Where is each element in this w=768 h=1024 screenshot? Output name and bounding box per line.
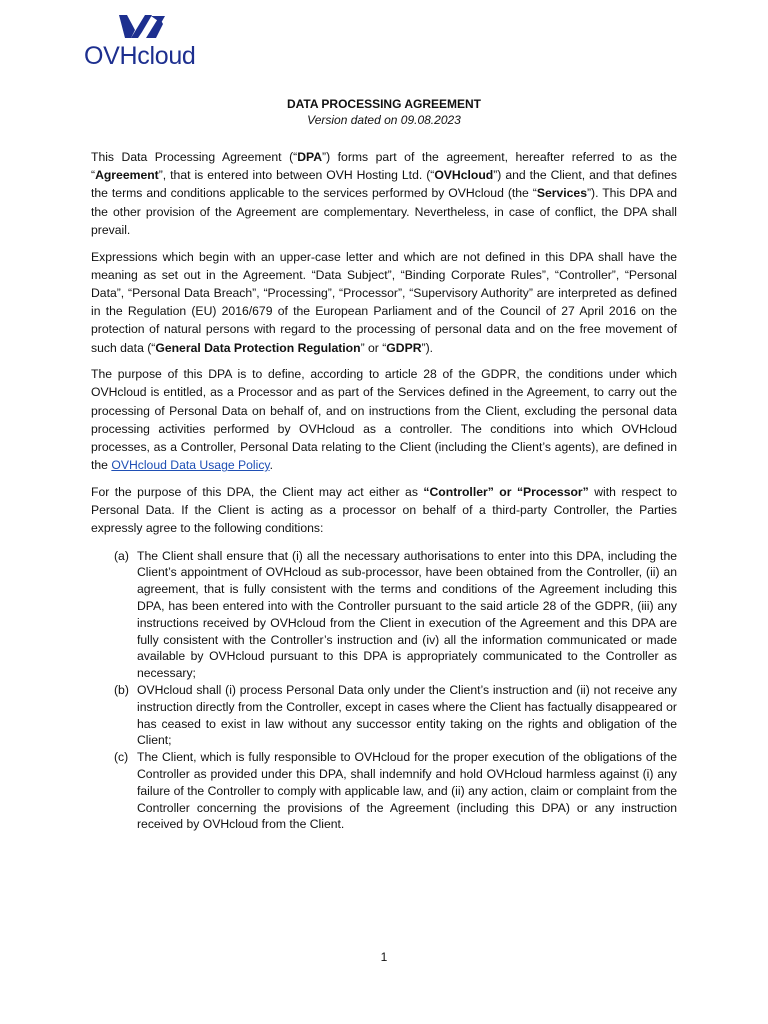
- text-run: ”).: [421, 340, 434, 355]
- text-run: ”) and the Client, and that defines the terms and conditions applicable to the services performed by OVHcloud (the “: [91, 168, 677, 201]
- ovhcloud-logo: [84, 12, 210, 72]
- list-item: [91, 749, 677, 833]
- list-marker: (c): [114, 750, 129, 765]
- text-run: This Data Processing Agreement (“: [91, 150, 298, 164]
- text-run: ” or “: [360, 340, 387, 355]
- term-controller-processor: “Controller” or “Processor”: [423, 484, 589, 499]
- page-number: 1: [380, 950, 388, 964]
- list-item-text: The Client, which is fully responsible to OVHcloud for the proper execution of the obligations of the Controller as provided under this DPA, shall indemnify and hold OVHcloud harmless against (i) any failure of the Controller to comply with applicable law, and (ii) any action, claim or complaint from the Controller concerning the provisions of the Agreement (including this DPA) or any instruction received by OVHcloud from the Client.: [137, 750, 677, 832]
- text-run: ”) forms part of the agreement, hereafter referred to as the “: [91, 150, 677, 183]
- term-dpa: DPA: [297, 150, 323, 164]
- term-gdpr: GDPR: [386, 340, 422, 355]
- text-run: with respect to Personal Data. If the Client is acting as a processor on behalf of a third-party Controller, the Parties expressly agree to the following conditions:: [91, 484, 678, 536]
- text-run: The purpose of this DPA is to define, according to article 28 of the GDPR, the conditions under which OVHcloud is entitled, as a Processor and as part of the Services defined in the Agreement, to carry out the processing of Personal Data on behalf of, and on instructions from the Client, excluding the personal data processing activities performed by OVHcloud as a controller. The conditions into which OVHcloud processes, as a Controller, Personal Data relating to the Client (including the Client’s agents), are defined in the: [91, 367, 677, 473]
- text-run: For the purpose of this DPA, the Client may act either as: [91, 484, 424, 499]
- term-ovhcloud: OVHcloud: [434, 168, 494, 183]
- paragraph-roles: [91, 483, 677, 538]
- paragraph-intro: [91, 148, 677, 239]
- text-run: ”, that is entered into between OVH Hosting Ltd. (“: [158, 168, 435, 183]
- list-marker: (b): [114, 682, 129, 697]
- term-gdpr-full: General Data Protection Regulation: [155, 340, 361, 355]
- paragraph-definitions: [91, 248, 677, 357]
- term-services: Services: [536, 186, 587, 201]
- list-item: [91, 548, 677, 682]
- logo-brand-text: OVHcloud: [84, 42, 196, 70]
- document-title: DATA PROCESSING AGREEMENT: [286, 97, 481, 111]
- text-run: .: [269, 458, 274, 473]
- text-run: Expressions which begin with an upper-case letter and which are not defined in this DPA shall have the meaning as set out in the Agreement. “Data Subject”, “Binding Corporate Rules”, “Controller”, “Personal Data”, “Personal Data Breach”, “Processing”, “Processor”, “Supervisory Authority” are interpreted as defined in the Regulation (EU) 2016/679 of the European Parliament and of the Council of 27 April 2016 on the protection of natural persons with regard to the processing of personal data and on the free movement of such data (“: [91, 249, 677, 355]
- list-item: [91, 682, 677, 749]
- term-agreement: Agreement: [95, 168, 159, 183]
- ovhcloud-logo-icon: [119, 12, 169, 40]
- list-item-text: The Client shall ensure that (i) all the necessary authorisations to enter into this DPA, including the Client’s appointment of OVHcloud as sub-processor, have been obtained from the Controller, (ii) an agreement, that is fully consistent with the terms and conditions of the Agreement including this DPA, has been entered into with the Controller pursuant to the said article 28 of the GDPR, (iii) any instructions received by OVHcloud from the Client in execution of the Agreement and this DPA are fully consistent with the Controller’s instruction and (iv) all the information communicated or made available by OVHcloud pursuant to this DPA is appropriately communicated to the Controller as necessary;: [137, 548, 677, 681]
- list-marker: (a): [114, 548, 129, 563]
- text-run: ”). This DPA and the other provision of the Agreement are complementary. Nevertheless, in case of conflict, the DPA shall prevail.: [91, 186, 677, 237]
- data-usage-policy-link[interactable]: OVHcloud Data Usage Policy: [111, 458, 270, 473]
- paragraph-purpose: [91, 365, 677, 474]
- document-version: Version dated on 09.08.2023: [307, 113, 461, 127]
- document-body: [91, 148, 677, 833]
- conditions-list: [91, 548, 677, 834]
- list-item-text: OVHcloud shall (i) process Personal Data only under the Client’s instruction and (ii) not receive any instruction directly from the Controller, except in cases where the Client has factually disappeared or has ceased to exist in law without any successor entity taking on the rights and obligation of the Client;: [137, 682, 677, 748]
